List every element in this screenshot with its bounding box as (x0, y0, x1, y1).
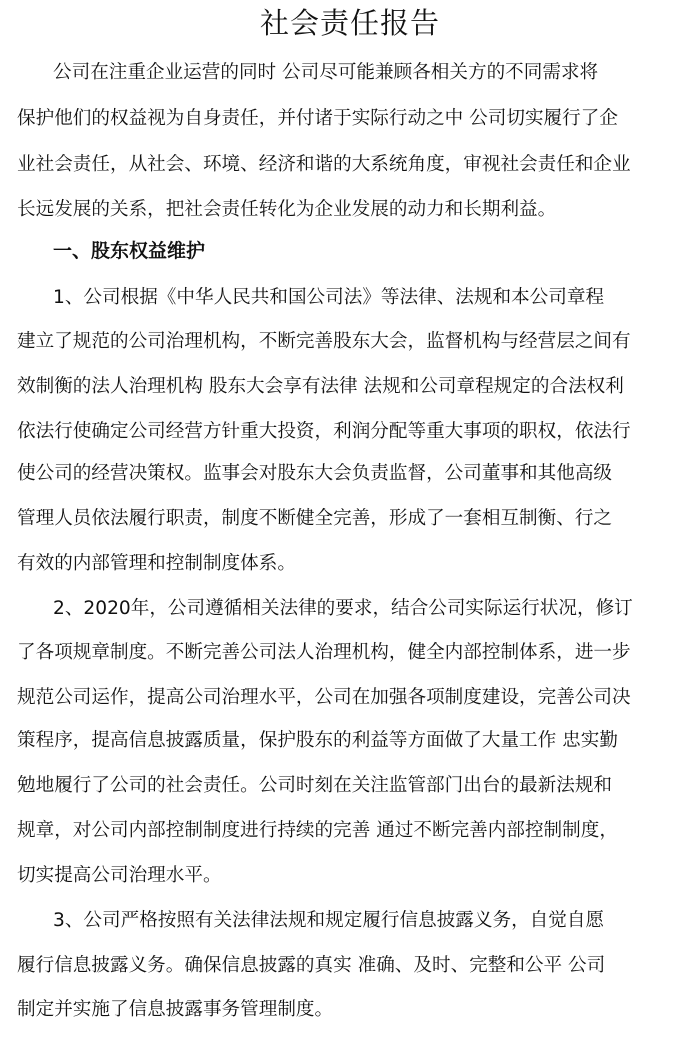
intro-line: 长远发展的关系，把社会责任转化为企业发展的动力和长期利益。 (17, 199, 557, 220)
item2-line: 规章，对公司内部控制制度进行持续的完善 通过不断完善内部控制制度， (17, 820, 618, 841)
intro-line: 业社会责任，从社会、环境、经济和谐的大系统角度，审视社会责任和企业 (17, 154, 631, 175)
item1-line: 管理人员依法履行职责，制度不断健全完善，形成了一套相互制衡、行之 (17, 508, 613, 529)
item1-line: 效制衡的法人治理机构 股东大会享有法律 法规和公司章程规定的合法权利 (17, 376, 624, 397)
item2-line: 切实提高公司治理水平。 (17, 865, 222, 886)
item3-line: 3、公司严格按照有关法律法规和规定履行信息披露义务，自觉自愿 (53, 910, 605, 931)
item3-line: 履行信息披露义务。确保信息披露的真实 准确、及时、完整和公平 公司 (17, 955, 606, 976)
intro-line: 保护他们的权益视为自身责任，并付诸于实际行动之中 公司切实履行了企 (17, 108, 618, 129)
item1-line: 有效的内部管理和控制制度体系。 (17, 553, 296, 574)
item1-line: 1、公司根据《中华人民共和国公司法》等法律、法规和本公司章程 (53, 287, 605, 308)
item1-line: 依法行使确定公司经营方针重大投资，利润分配等重大事项的职权，依法行 (17, 421, 631, 442)
item2-line: 规范公司运作，提高公司治理水平，公司在加强各项制度建设，完善公司决 (17, 687, 631, 708)
item2-line: 2、2020年，公司遵循相关法律的要求，结合公司实际运行状况，修订 (53, 598, 633, 619)
item2-line: 勉地履行了公司的社会责任。公司时刻在关注监管部门出台的最新法规和 (17, 775, 613, 796)
intro-line: 公司在注重企业运营的同时 公司尽可能兼顾各相关方的不同需求将 (53, 62, 599, 83)
section-heading: 一、股东权益维护 (53, 240, 206, 262)
item2-line: 了各项规章制度。不断完善公司法人治理机构，健全内部控制体系，进一步 (17, 642, 631, 663)
item1-line: 建立了规范的公司治理机构，不断完善股东大会，监督机构与经营层之间有 (17, 331, 631, 352)
item1-line: 使公司的经营决策权。监事会对股东大会负责监督，公司董事和其他高级 (17, 463, 613, 484)
document-title: 社会责任报告 (259, 6, 440, 40)
item2-line: 策程序，提高信息披露质量，保护股东的利益等方面做了大量工作 忠实勤 (17, 730, 618, 751)
item3-line: 制定并实施了信息披露事务管理制度。 (17, 999, 334, 1020)
